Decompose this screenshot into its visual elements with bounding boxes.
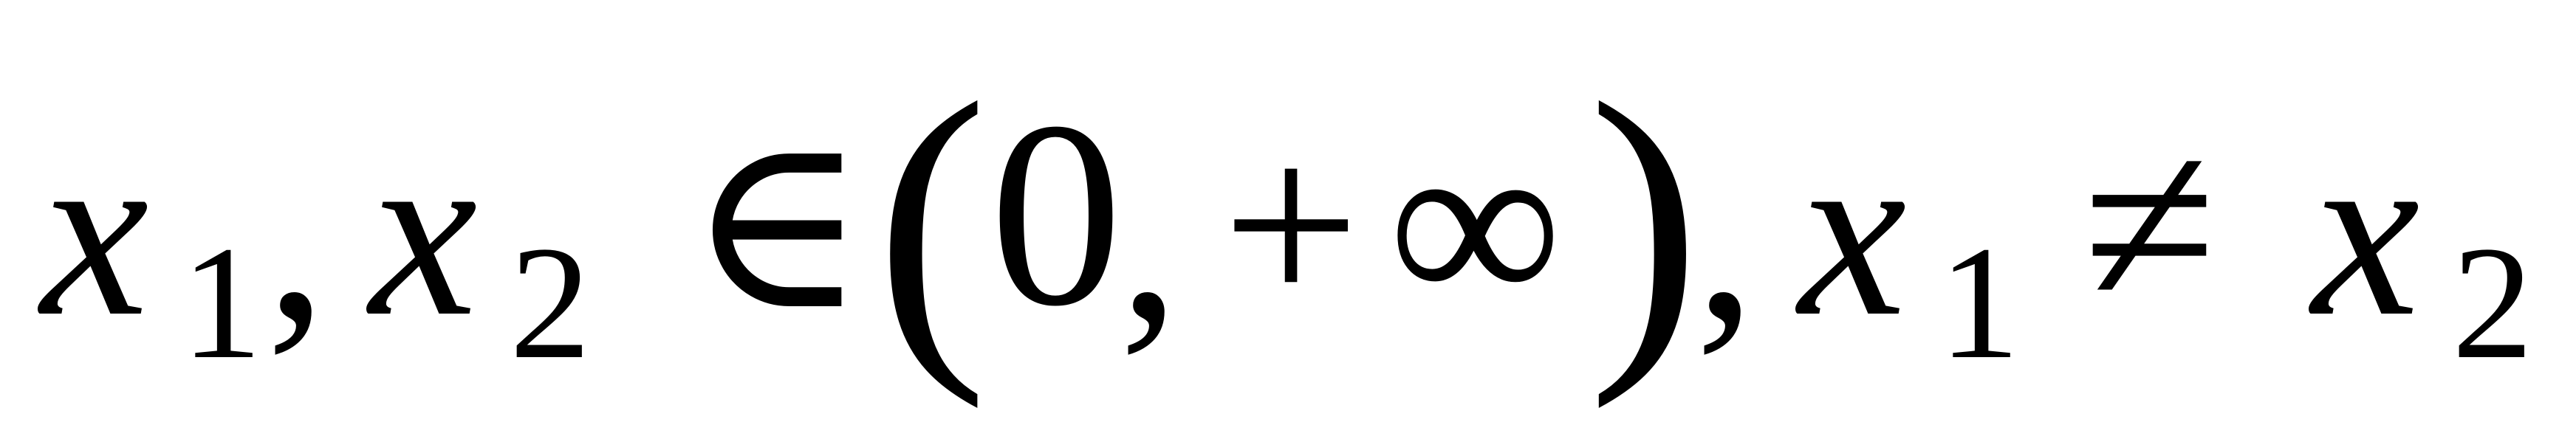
left-parenthesis: ( — [875, 33, 989, 410]
right-parenthesis: ) — [1588, 33, 1702, 410]
subscript-1: 1 — [181, 212, 262, 393]
element-of-symbol: ∈ — [687, 90, 868, 359]
variable-x2: x — [369, 97, 478, 367]
subscript-2: 2 — [2452, 212, 2533, 393]
comma: , — [1119, 101, 1180, 370]
subscript-2: 2 — [510, 212, 591, 393]
not-equal-symbol: ≠ — [2083, 90, 2217, 359]
variable-x2: x — [2312, 97, 2420, 367]
variable-x1: x — [41, 97, 149, 367]
number-zero: 0 — [990, 66, 1123, 361]
variable-x1: x — [1798, 97, 1907, 367]
comma: , — [1695, 101, 1756, 370]
infinity-symbol: ∞ — [1388, 90, 1563, 359]
plus-symbol: + — [1222, 90, 1360, 359]
comma: , — [266, 101, 327, 370]
subscript-1: 1 — [1939, 212, 2020, 393]
